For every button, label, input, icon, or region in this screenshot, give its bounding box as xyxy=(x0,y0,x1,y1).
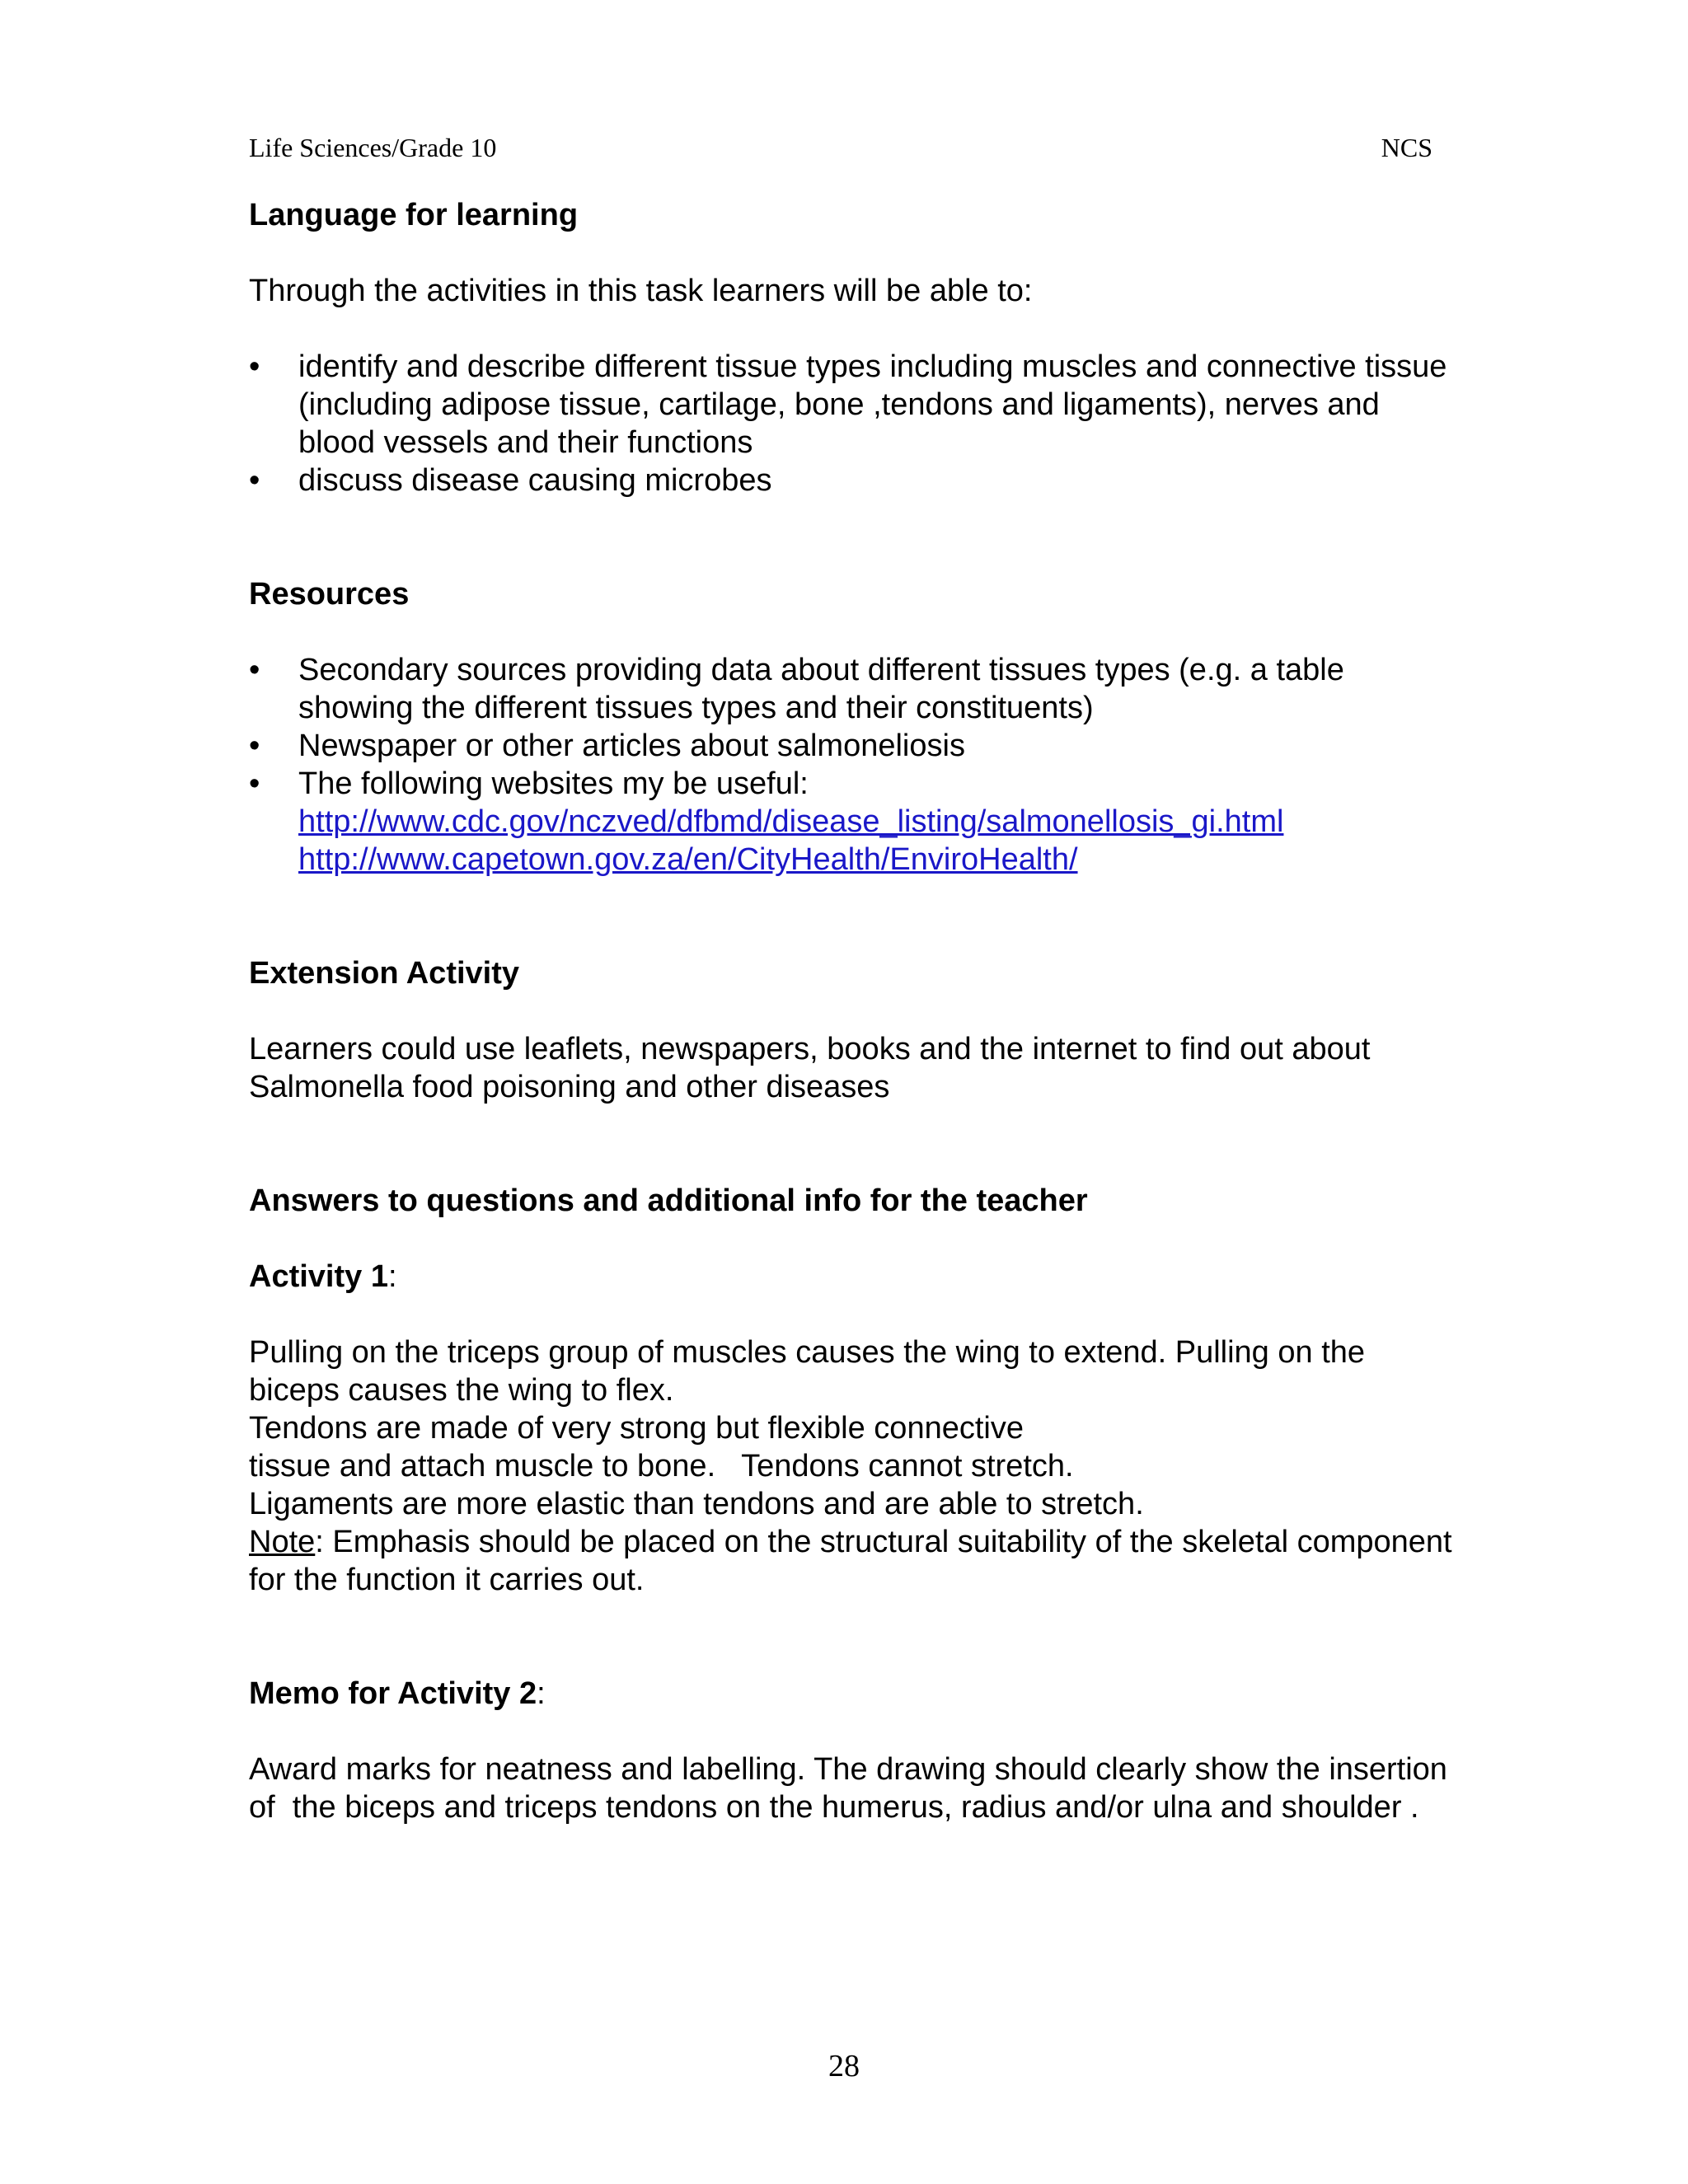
list-item: • discuss disease causing microbes xyxy=(249,463,772,498)
header-subject: Life Sciences/Grade 10 xyxy=(249,133,497,162)
bullet-icon: • xyxy=(249,653,260,687)
list-item: • Newspaper or other articles about salmoneliosis xyxy=(249,729,965,763)
bullet-icon: • xyxy=(249,349,260,384)
resources-heading: Resources xyxy=(249,577,410,612)
list-item: • The following websites my be useful: http://www.cdc.gov/nczved/dfbmd/disease_listing/salmonellosis_gi.html http://www.capetown.gov.za/en/CityHealth/EnviroHealth/ xyxy=(249,765,1452,879)
language-bullet-list xyxy=(249,348,1452,499)
activity1-heading: Activity 1 xyxy=(249,1259,388,1294)
resources-bullet-list xyxy=(249,651,1452,879)
page-number: 28 xyxy=(828,2049,860,2083)
note-paragraph xyxy=(249,1523,1452,1599)
activity1-line: Pulling on the triceps group of muscles causes the wing to extend. Pulling on the biceps causes the wing to flex. xyxy=(249,1335,1366,1408)
page-content xyxy=(249,196,1456,1826)
capetown-link[interactable]: http://www.capetown.gov.za/en/CityHealth/EnviroHealth/ xyxy=(298,842,1078,877)
memo-heading: Memo for Activity 2 xyxy=(249,1676,537,1711)
note-label: Note xyxy=(249,1525,316,1559)
list-item: • identify and describe different tissue types including muscles and connective tissue (including adipose tissue, cartilage, bone ,tendons and ligaments), nerves and blood vessels and their functions xyxy=(249,349,1447,460)
list-item: • Secondary sources providing data about different tissues types (e.g. a table showing the different tissues types and their constituents) xyxy=(249,653,1344,725)
bullet-icon: • xyxy=(249,729,260,763)
activity1-line: Ligaments are more elastic than tendons and are able to stretch. xyxy=(249,1487,1144,1521)
memo-text: Award marks for neatness and labelling. The drawing should clearly show the insertion of the biceps and triceps tendons on the humerus, radius and/or ulna and shoulder . xyxy=(249,1752,1456,1825)
language-heading: Language for learning xyxy=(249,198,579,232)
cdc-link[interactable]: http://www.cdc.gov/nczved/dfbmd/disease_listing/salmonellosis_gi.html xyxy=(298,804,1284,839)
language-intro: Through the activities in this task learners will be able to: xyxy=(249,274,1033,308)
extension-heading: Extension Activity xyxy=(249,956,520,991)
header-curriculum: NCS xyxy=(1381,133,1432,162)
memo-heading-line: Memo for Activity 2: xyxy=(249,1676,546,1711)
bullet-icon: • xyxy=(249,463,260,498)
activity1-line: tissue and attach muscle to bone. Tendons cannot stretch. xyxy=(249,1449,1074,1483)
bullet-icon: • xyxy=(249,766,260,801)
answers-heading: Answers to questions and additional info for the teacher xyxy=(249,1183,1088,1218)
activity1-line: Tendons are made of very strong but flexible connective xyxy=(249,1411,1024,1446)
extension-text: Learners could use leaflets, newspapers, books and the internet to find out about Salmonella food poisoning and other diseases xyxy=(249,1032,1371,1104)
activity1-heading-line: Activity 1: xyxy=(249,1259,397,1294)
note-text: : Emphasis should be placed on the structural suitability of the skeletal component for the function it carries out. xyxy=(249,1525,1452,1597)
